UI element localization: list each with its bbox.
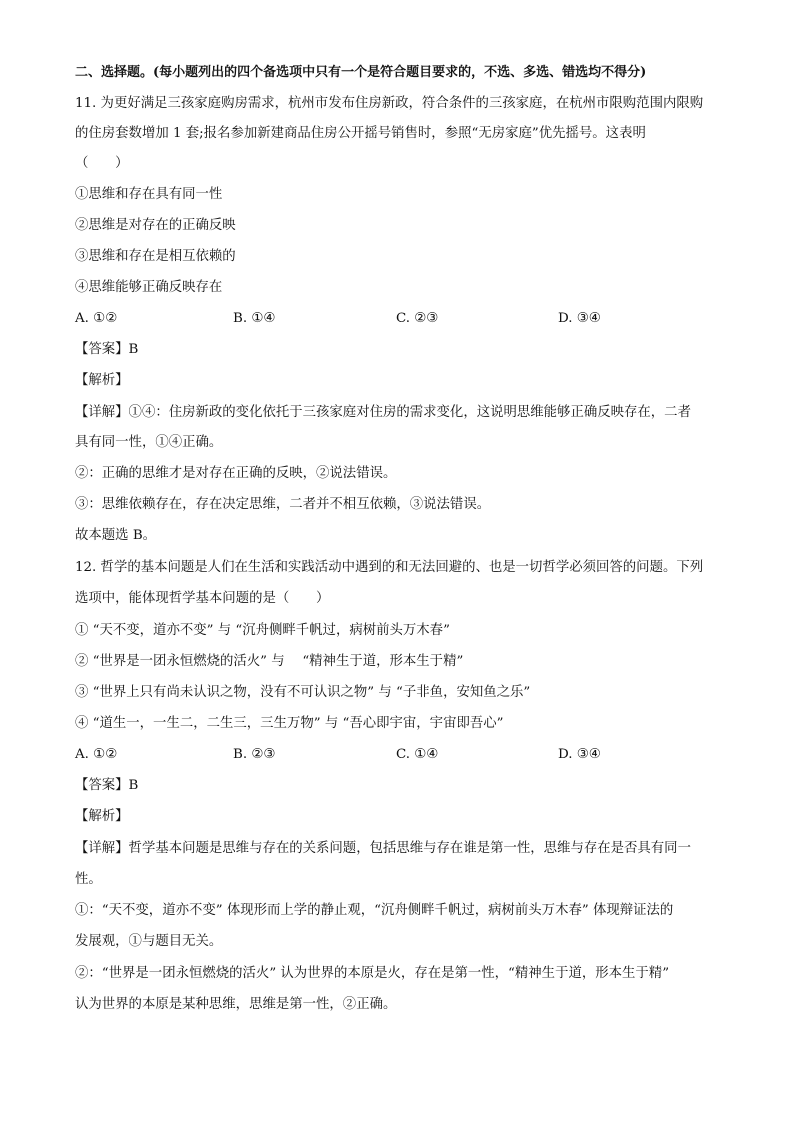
q12-option-b: B. ②③ [233, 747, 276, 762]
q12-item-2: ② “世界是一团永恒燃烧的活火” 与 “精神生于道，形本生于精” [75, 654, 464, 669]
q12-detail-line-4: 发展观，①与题目无关。 [75, 934, 223, 949]
section-header: 二、选择题。(每小题列出的四个备选项中只有一个是符合题目要求的，不选、多选、错选均不得分) [75, 65, 647, 80]
q12-option-d: D. ③④ [558, 747, 601, 762]
q11-option-d: D. ③④ [558, 311, 601, 326]
q11-item-4: ④思维能够正确反映存在 [75, 280, 223, 295]
q12-answer: 【答案】B [75, 778, 139, 793]
q11-detail-line-2: 具有同一性，①④正确。 [75, 435, 223, 450]
q12-option-a: A. ①② [75, 747, 118, 762]
q11-item-1: ①思维和存在具有同一性 [75, 187, 223, 202]
q12-detail-line-5: ②：“世界是一团永恒燃烧的活火” 认为世界的本原是火，存在是第一性，“精神生于道，形本生于精” [75, 966, 670, 981]
q12-item-3: ③ “世界上只有尚未认识之物，没有不可认识之物” 与 “子非鱼，安知鱼之乐” [75, 685, 531, 700]
q11-option-c: C. ②③ [396, 311, 439, 326]
q12-item-4: ④ “道生一，一生二，二生三，三生万物” 与 “吾心即宇宙，宇宙即吾心” [75, 716, 504, 731]
q11-option-a: A. ①② [75, 311, 118, 326]
q11-answer: 【答案】B [75, 342, 139, 357]
q11-answer-paren: （ ） [75, 156, 129, 171]
q11-detail-line-4: ③：思维依赖存在，存在决定思维，二者并不相互依赖，③说法错误。 [75, 497, 491, 512]
q12-item-1: ① “天不变，道亦不变” 与 “沉舟侧畔千帆过，病树前头万木春” [75, 623, 450, 638]
q11-item-2: ②思维是对存在的正确反映 [75, 218, 236, 233]
q12-option-c: C. ①④ [396, 747, 439, 762]
q11-stem-line-2: 的住房套数增加 1 套;报名参加新建商品住房公开摇号销售时，参照“无房家庭”优先摇号。这表明 [75, 126, 646, 141]
q12-stem-line-1: 12. 哲学的基本问题是人们在生活和实践活动中遇到的和无法回避的、也是一切哲学必须回答的问题。下列 [75, 560, 704, 575]
q12-detail-line-3: ①：“天不变，道亦不变” 体现形而上学的静止观，“沉舟侧畔千帆过，病树前头万木春” 体现辩证法的 [75, 903, 674, 918]
q12-analysis-label: 【解析】 [75, 809, 129, 824]
q11-conclusion: 故本题选 B。 [75, 528, 157, 543]
q11-item-3: ③思维和存在是相互依赖的 [75, 249, 236, 264]
q11-analysis-label: 【解析】 [75, 373, 129, 388]
q11-detail-line-3: ②：正确的思维才是对存在正确的反映，②说法错误。 [75, 466, 397, 481]
q12-detail-line-2: 性。 [75, 872, 102, 887]
q12-stem-line-2: 选项中，能体现哲学基本问题的是（ ） [75, 591, 330, 606]
q11-stem-line-1: 11. 为更好满足三孩家庭购房需求，杭州市发布住房新政，符合条件的三孩家庭，在杭州市限购范围内限购 [75, 96, 704, 111]
q12-options [75, 746, 725, 764]
q11-option-b: B. ①④ [233, 311, 276, 326]
q12-detail-line-1: 【详解】哲学基本问题是思维与存在的关系问题，包括思维与存在谁是第一性，思维与存在是否具有同一 [75, 841, 691, 856]
q12-detail-line-6: 认为世界的本原是某种思维，思维是第一性，②正确。 [75, 997, 397, 1012]
q11-options [75, 310, 725, 328]
q11-detail-line-1: 【详解】①④：住房新政的变化依托于三孩家庭对住房的需求变化，这说明思维能够正确反映存在，二者 [75, 405, 691, 420]
